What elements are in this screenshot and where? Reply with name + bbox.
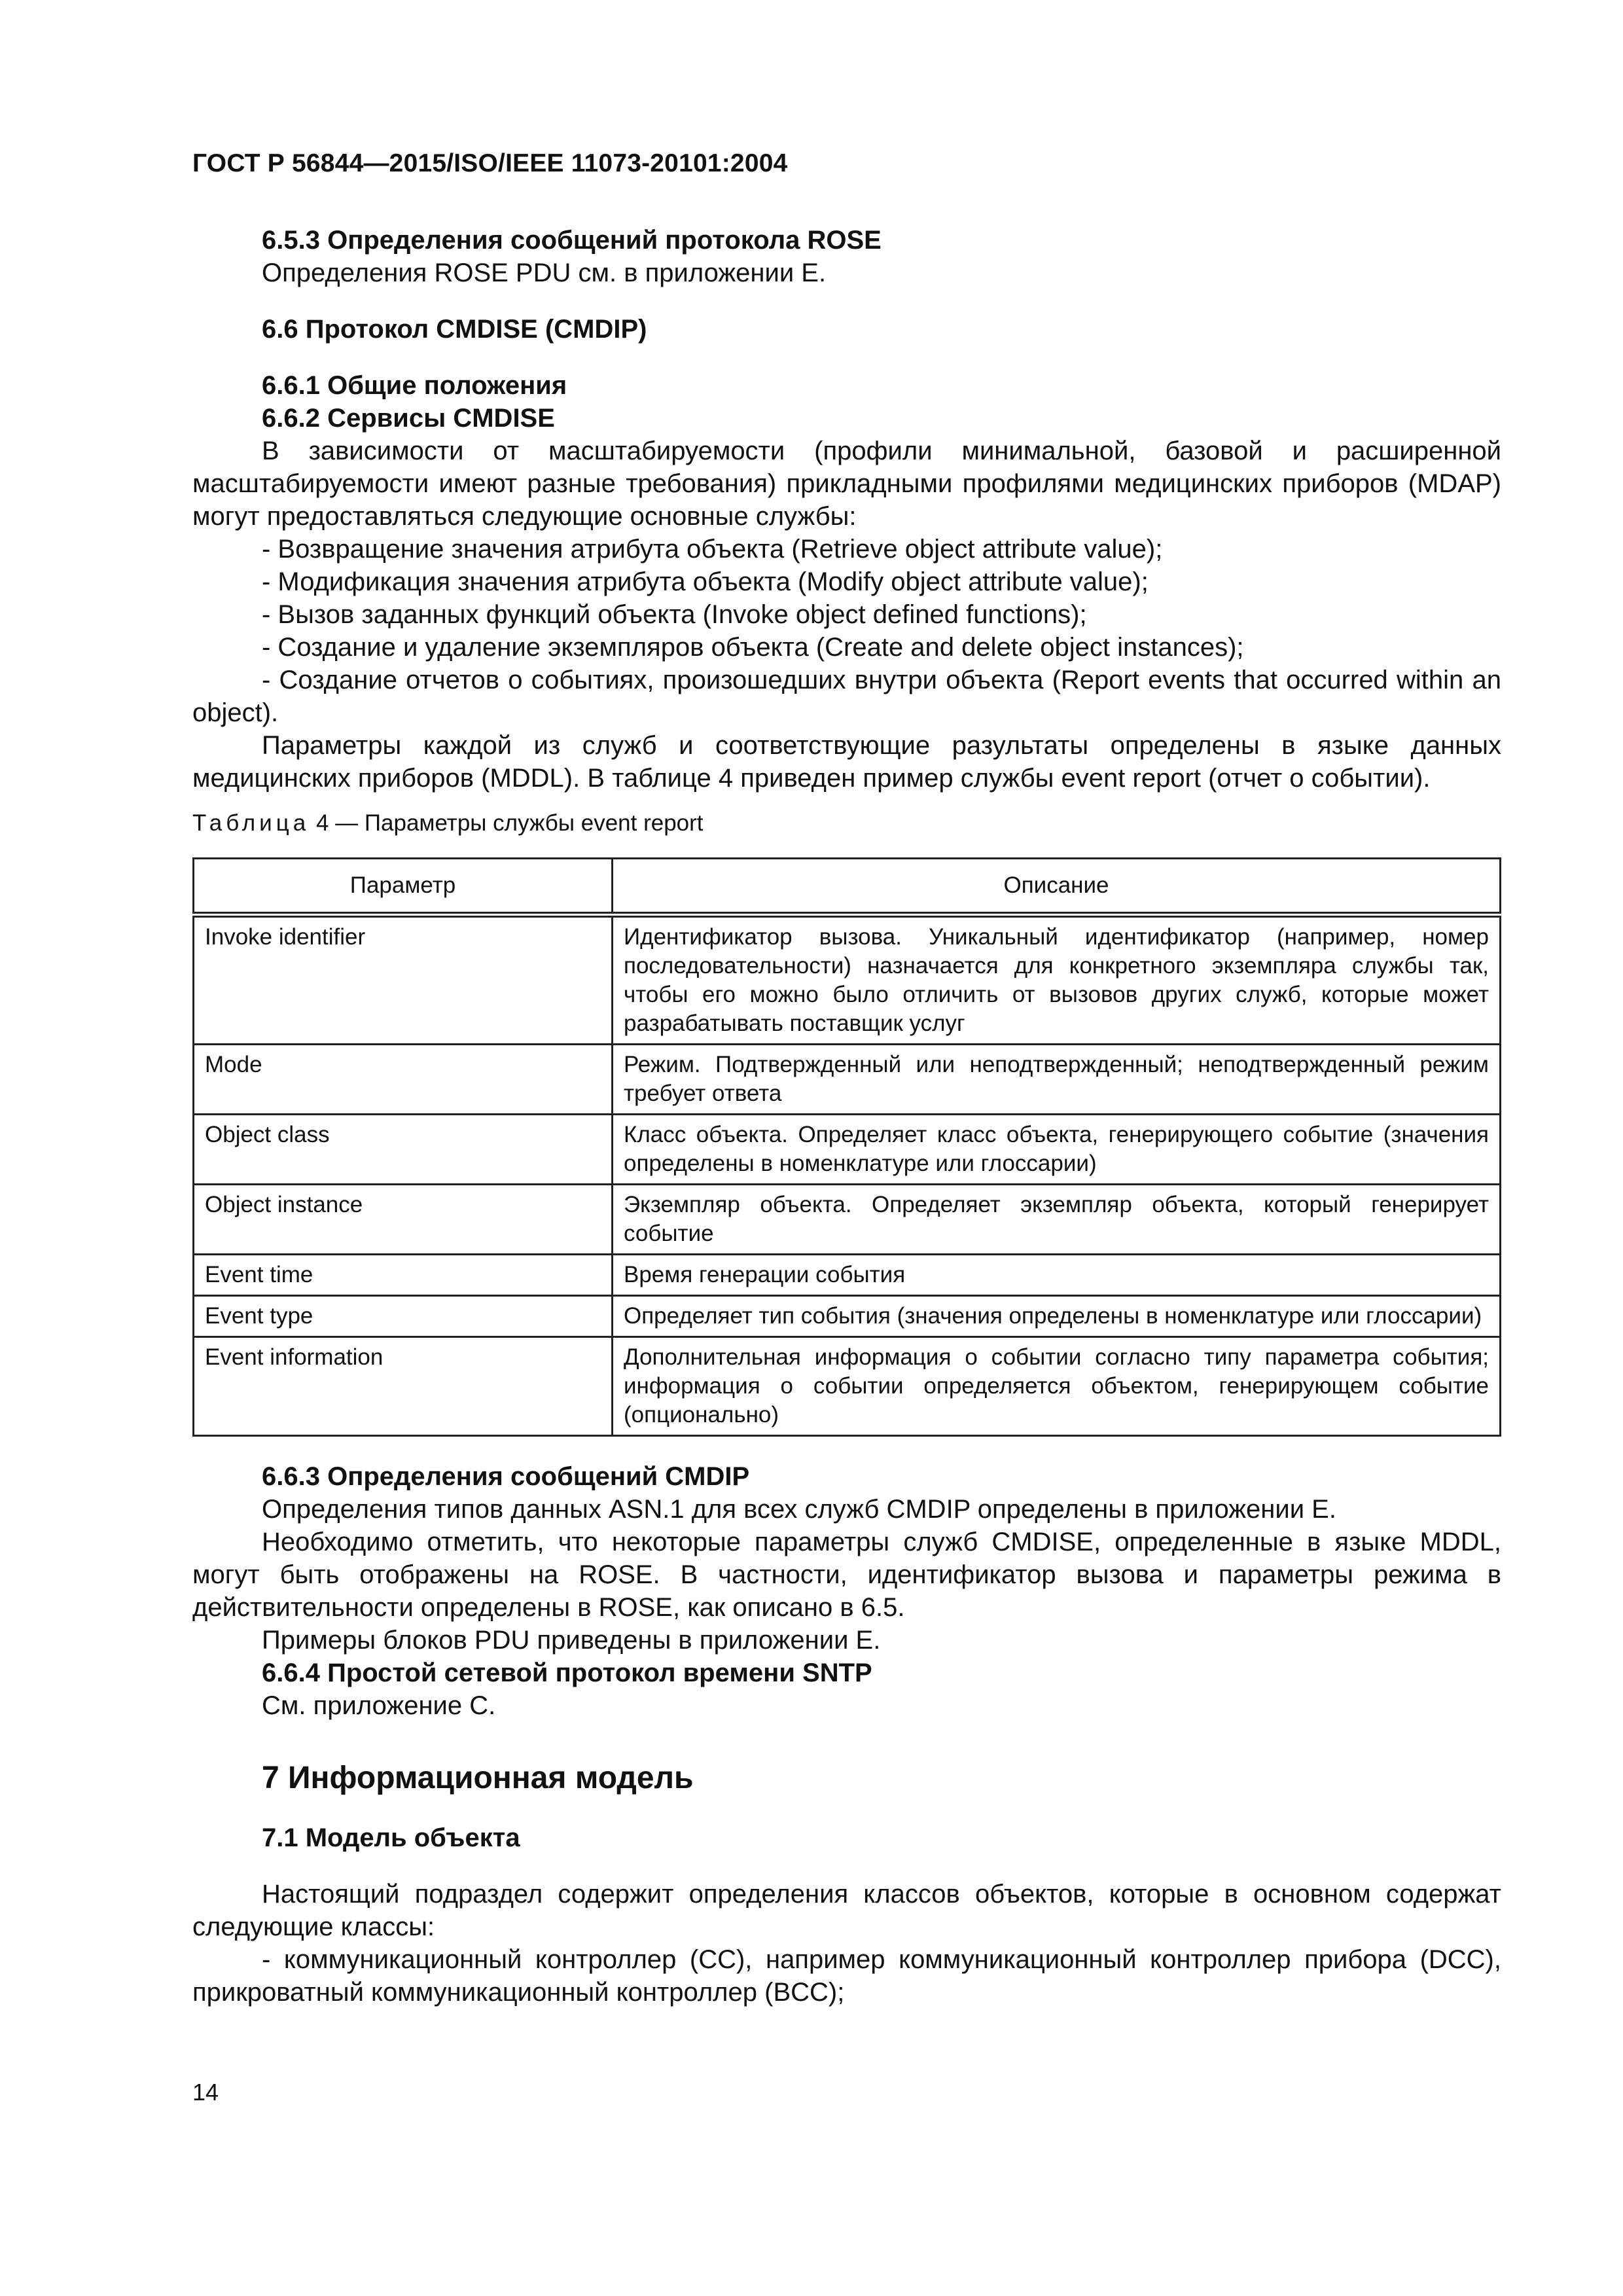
parameter-cell: Object class bbox=[194, 1115, 613, 1185]
description-cell: Класс объекта. Определяет класс объекта, генерирующего событие (значения определены в номенклатуре или глоссарии) bbox=[613, 1115, 1501, 1185]
table-row bbox=[194, 915, 1501, 1045]
description-cell: Режим. Подтвержденный или неподтвержденный; неподтвержденный режим требует ответа bbox=[613, 1045, 1501, 1115]
parameter-cell: Invoke identifier bbox=[194, 915, 613, 1045]
description-cell: Время генерации события bbox=[613, 1255, 1501, 1296]
list-item: - Создание и удаление экземпляров объекта (Create and delete object instances); bbox=[262, 633, 1244, 662]
paragraph-6-5-3: Определения ROSE PDU см. в приложении Е. bbox=[262, 259, 827, 287]
description-cell: Идентификатор вызова. Уникальный идентификатор (например, номер последовательности) назначается для конкретного экземпляра службы так, чтобы его можно было отличить от вызовов других служб, которые может разрабатывать поставщик услуг bbox=[613, 915, 1501, 1045]
heading-7-1: 7.1 Модель объекта bbox=[262, 1823, 520, 1852]
paragraph-6-6-2-services: Параметры каждой из служб и соответствующие разультаты определены в языке данных медицинских приборов (MDDL). В таблице 4 приведен пример службы event report (отчет о событии). bbox=[192, 731, 1501, 793]
description-cell: Дополнительная информация о событии согласно типу параметра события; информация о событии определяется объектом, генерирующем событие (опционально) bbox=[613, 1337, 1501, 1436]
table-row bbox=[194, 1045, 1501, 1115]
description-cell: Определяет тип события (значения определены в номенклатуре или глоссарии) bbox=[613, 1296, 1501, 1337]
table-row bbox=[194, 1115, 1501, 1185]
heading-6-6: 6.6 Протокол CMDISE (CMDIP) bbox=[262, 315, 647, 344]
list-item: - Модификация значения атрибута объекта (Modify object attribute value); bbox=[262, 567, 1149, 596]
parameter-cell: Object instance bbox=[194, 1185, 613, 1255]
table-row bbox=[194, 1185, 1501, 1255]
table-caption-text: 4 — Параметры службы event report bbox=[315, 810, 704, 836]
column-header-description: Описание bbox=[613, 859, 1501, 915]
page-number: 14 bbox=[192, 2079, 219, 2106]
paragraph-6-6-2-intro: В зависимости от масштабируемости (профили минимальной, базовой и расширенной масштабируемости имеют разные требования) прикладными профилями медицинских приборов (MDAP) могут предоставляться следующие основные службы: bbox=[192, 437, 1501, 531]
list-item: - Возвращение значения атрибута объекта (Retrieve object attribute value); bbox=[262, 535, 1163, 564]
paragraph-6-6-3-asn: Определения типов данных ASN.1 для всех служб CMDIP определены в приложении Е. bbox=[262, 1495, 1336, 1524]
paragraph-6-6-3-examples: Примеры блоков PDU приведены в приложении Е. bbox=[262, 1626, 881, 1655]
event-report-table bbox=[192, 857, 1501, 1437]
list-item: - коммуникационный контроллер (CC), например коммуникационный контроллер прибора (DCC), прикроватный коммуникационный контроллер (BCC); bbox=[192, 1945, 1501, 2007]
table-row bbox=[194, 1255, 1501, 1296]
heading-6-6-2: 6.6.2 Сервисы CMDISE bbox=[262, 404, 555, 433]
heading-6-6-4: 6.6.4 Простой сетевой протокол времени SNTP bbox=[262, 1659, 872, 1687]
paragraph-7-1: Настоящий подраздел содержит определения классов объектов, которые в основном содержат следующие классы: bbox=[192, 1880, 1501, 1941]
parameter-cell: Event type bbox=[194, 1296, 613, 1337]
heading-6-5-3: 6.5.3 Определения сообщений протокола ROSE bbox=[262, 226, 882, 255]
heading-6-6-1: 6.6.1 Общие положения bbox=[262, 371, 567, 400]
table-row bbox=[194, 1296, 1501, 1337]
heading-7: 7 Информационная модель bbox=[262, 1761, 694, 1795]
table-caption-label: Таблица bbox=[192, 810, 310, 836]
parameter-cell: Event time bbox=[194, 1255, 613, 1296]
description-cell: Экземпляр объекта. Определяет экземпляр объекта, который генерирует событие bbox=[613, 1185, 1501, 1255]
list-item: - Создание отчетов о событиях, произошедших внутри объекта (Report events that occurred within an object). bbox=[192, 666, 1501, 727]
parameter-cell: Mode bbox=[194, 1045, 613, 1115]
table-caption bbox=[192, 809, 1501, 838]
list-item: - Вызов заданных функций объекта (Invoke object defined functions); bbox=[262, 600, 1087, 629]
column-header-parameter: Параметр bbox=[194, 859, 613, 915]
table-row bbox=[194, 1337, 1501, 1436]
document-header: ГОСТ Р 56844—2015/ISO/IEEE 11073-20101:2004 bbox=[192, 149, 788, 177]
heading-6-6-3: 6.6.3 Определения сообщений CMDIP bbox=[262, 1462, 750, 1491]
paragraph-6-6-4: См. приложение С. bbox=[262, 1691, 496, 1720]
document-body bbox=[192, 224, 1501, 2009]
table-header-row bbox=[194, 859, 1501, 915]
paragraph-6-6-3-note: Необходимо отметить, что некоторые параметры служб CMDISE, определенные в языке MDDL, могут быть отображены на ROSE. В частности, идентификатор вызова и параметры режима в действительности определены в ROSE, как описано в 6.5. bbox=[192, 1528, 1501, 1622]
parameter-cell: Event information bbox=[194, 1337, 613, 1436]
